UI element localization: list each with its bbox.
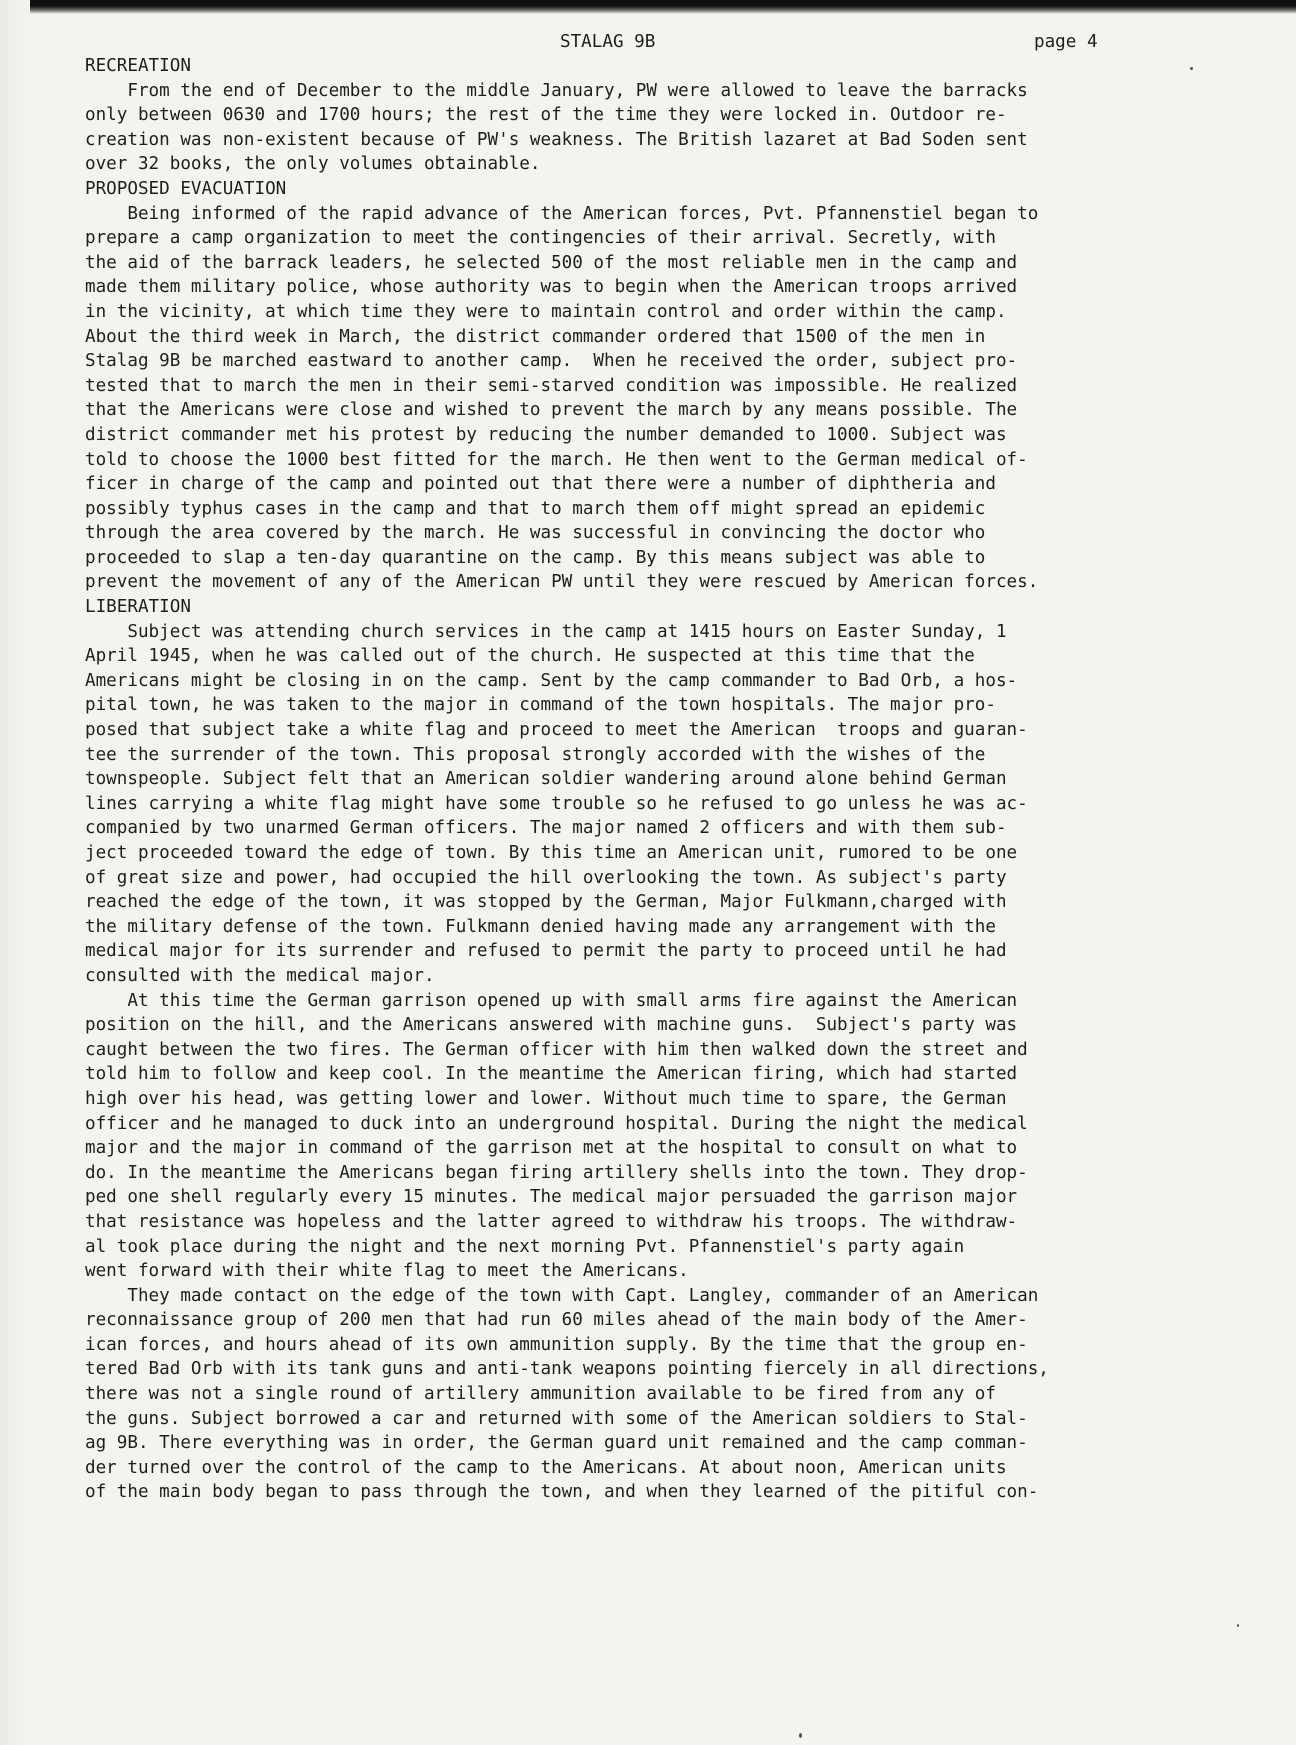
- text-line: townspeople. Subject felt that an American soldier wandering around alone behind German: [85, 769, 1007, 790]
- text-line: ican forces, and hours ahead of its own ammunition supply. By the time that the group en-: [85, 1334, 1028, 1355]
- scan-speck: [1190, 67, 1193, 70]
- text-line: the aid of the barrack leaders, he selected 500 of the most reliable men in the camp and: [85, 252, 1018, 273]
- text-line: Subject was attending church services in the camp at 1415 hours on Easter Sunday, 1: [85, 621, 1007, 642]
- text-line: do. In the meantime the Americans began firing artillery shells into the town. They drop-: [85, 1162, 1028, 1183]
- text-line: reached the edge of the town, it was stopped by the German, Major Fulkmann,charged with: [85, 892, 1007, 913]
- text-line: made them military police, whose authority was to begin when the American troops arrived: [85, 277, 1018, 298]
- text-line: proceeded to slap a ten-day quarantine on the camp. By this means subject was able to: [85, 547, 986, 568]
- running-head: STALAG 9B: [560, 32, 656, 52]
- text-line: medical major for its surrender and refused to permit the party to proceed until he had: [85, 941, 1007, 962]
- text-line: April 1945, when he was called out of the church. He suspected at this time that the: [85, 646, 975, 667]
- paragraph: [85, 79, 1205, 177]
- text-line: der turned over the control of the camp to the Americans. At about noon, American units: [85, 1457, 1007, 1478]
- text-line: prepare a camp organization to meet the contingencies of their arrival. Secretly, with: [85, 228, 996, 249]
- text-line: went forward with their white flag to meet the Americans.: [85, 1261, 689, 1282]
- paragraph: [85, 989, 1205, 1284]
- text-line: At this time the German garrison opened up with small arms fire against the American: [85, 990, 1018, 1011]
- text-line: al took place during the night and the next morning Pvt. Pfannenstiel's party again: [85, 1236, 965, 1257]
- text-line: About the third week in March, the district commander ordered that 1500 of the men in: [85, 326, 986, 347]
- text-line: there was not a single round of artillery ammunition available to be fired from any of: [85, 1384, 996, 1405]
- document-body: [85, 54, 1205, 1505]
- text-line: the guns. Subject borrowed a car and returned with some of the American soldiers to Stal-: [85, 1408, 1028, 1429]
- text-line: major and the major in command of the garrison met at the hospital to consult on what to: [85, 1138, 1018, 1159]
- scan-speck: [799, 1733, 802, 1738]
- text-line: over 32 books, the only volumes obtainable.: [85, 154, 541, 175]
- paragraph: [85, 1284, 1205, 1505]
- text-line: consulted with the medical major.: [85, 965, 435, 986]
- text-line: pital town, he was taken to the major in command of the town hospitals. The major pro-: [85, 695, 996, 716]
- text-line: that resistance was hopeless and the latter agreed to withdraw his troops. The withdraw-: [85, 1211, 1018, 1232]
- text-line: through the area covered by the march. He was successful in convincing the doctor who: [85, 523, 986, 544]
- text-line: caught between the two fires. The German officer with him then walked down the street and: [85, 1039, 1028, 1060]
- page-header: [85, 30, 1205, 54]
- text-line: companied by two unarmed German officers. The major named 2 officers and with them sub-: [85, 818, 1007, 839]
- text-line: the military defense of the town. Fulkmann denied having made any arrangement with the: [85, 916, 996, 937]
- text-line: ficer in charge of the camp and pointed out that there were a number of diphtheria and: [85, 474, 996, 495]
- text-line: that the Americans were close and wished to prevent the march by any means possible. The: [85, 400, 1018, 421]
- text-line: prevent the movement of any of the American PW until they were rescued by American forces.: [85, 572, 1039, 593]
- scan-top-edge: [0, 0, 1296, 14]
- text-line: high over his head, was getting lower and lower. Without much time to spare, the German: [85, 1088, 1007, 1109]
- text-line: of the main body began to pass through the town, and when they learned of the pitiful con-: [85, 1482, 1039, 1503]
- scan-left-edge: [0, 0, 30, 1745]
- text-line: possibly typhus cases in the camp and that to march them off might spread an epidemic: [85, 498, 986, 519]
- text-line: told him to follow and keep cool. In the meantime the American firing, which had started: [85, 1064, 1018, 1085]
- text-line: in the vicinity, at which time they were to maintain control and order within the camp.: [85, 301, 1007, 322]
- document-page: [85, 30, 1205, 1505]
- text-line: Being informed of the rapid advance of the American forces, Pvt. Pfannenstiel began to: [85, 203, 1039, 224]
- section-heading: PROPOSED EVACUATION: [85, 178, 287, 199]
- text-line: posed that subject take a white flag and proceed to meet the American troops and guaran-: [85, 720, 1028, 741]
- text-line: They made contact on the edge of the town with Capt. Langley, commander of an American: [85, 1285, 1039, 1306]
- section-heading: LIBERATION: [85, 597, 191, 618]
- text-line: reconnaissance group of 200 men that had run 60 miles ahead of the main body of the Amer-: [85, 1310, 1028, 1331]
- text-line: only between 0630 and 1700 hours; the rest of the time they were locked in. Outdoor re-: [85, 105, 1007, 126]
- text-line: district commander met his protest by reducing the number demanded to 1000. Subject was: [85, 424, 1007, 445]
- text-line: tee the surrender of the town. This proposal strongly accorded with the wishes of the: [85, 744, 986, 765]
- text-line: position on the hill, and the Americans answered with machine guns. Subject's party was: [85, 1015, 1018, 1036]
- text-line: ped one shell regularly every 15 minutes. The medical major persuaded the garrison major: [85, 1187, 1018, 1208]
- text-line: lines carrying a white flag might have some trouble so he refused to go unless he was ac-: [85, 793, 1028, 814]
- paragraph: [85, 202, 1205, 596]
- text-line: tered Bad Orb with its tank guns and anti-tank weapons pointing fiercely in all directions,: [85, 1359, 1049, 1380]
- paragraph: [85, 620, 1205, 989]
- section-heading: RECREATION: [85, 56, 191, 76]
- text-line: officer and he managed to duck into an underground hospital. During the night the medical: [85, 1113, 1028, 1134]
- text-line: tested that to march the men in their semi-starved condition was impossible. He realized: [85, 375, 1018, 396]
- text-line: Stalag 9B be marched eastward to another camp. When he received the order, subject pro-: [85, 351, 1018, 372]
- text-line: of great size and power, had occupied the hill overlooking the town. As subject's party: [85, 867, 1007, 888]
- text-line: told to choose the 1000 best fitted for the march. He then went to the German medical of-: [85, 449, 1028, 470]
- text-line: Americans might be closing in on the camp. Sent by the camp commander to Bad Orb, a hos-: [85, 670, 1018, 691]
- text-line: ag 9B. There everything was in order, the German guard unit remained and the camp comman-: [85, 1433, 1028, 1454]
- text-line: ject proceeded toward the edge of town. By this time an American unit, rumored to be one: [85, 843, 1018, 863]
- page-number: page 4: [1034, 32, 1098, 52]
- scan-speck: [1237, 1624, 1239, 1627]
- text-line: From the end of December to the middle January, PW were allowed to leave the barracks: [85, 80, 1028, 101]
- text-line: creation was non-existent because of PW's weakness. The British lazaret at Bad Soden sent: [85, 129, 1028, 150]
